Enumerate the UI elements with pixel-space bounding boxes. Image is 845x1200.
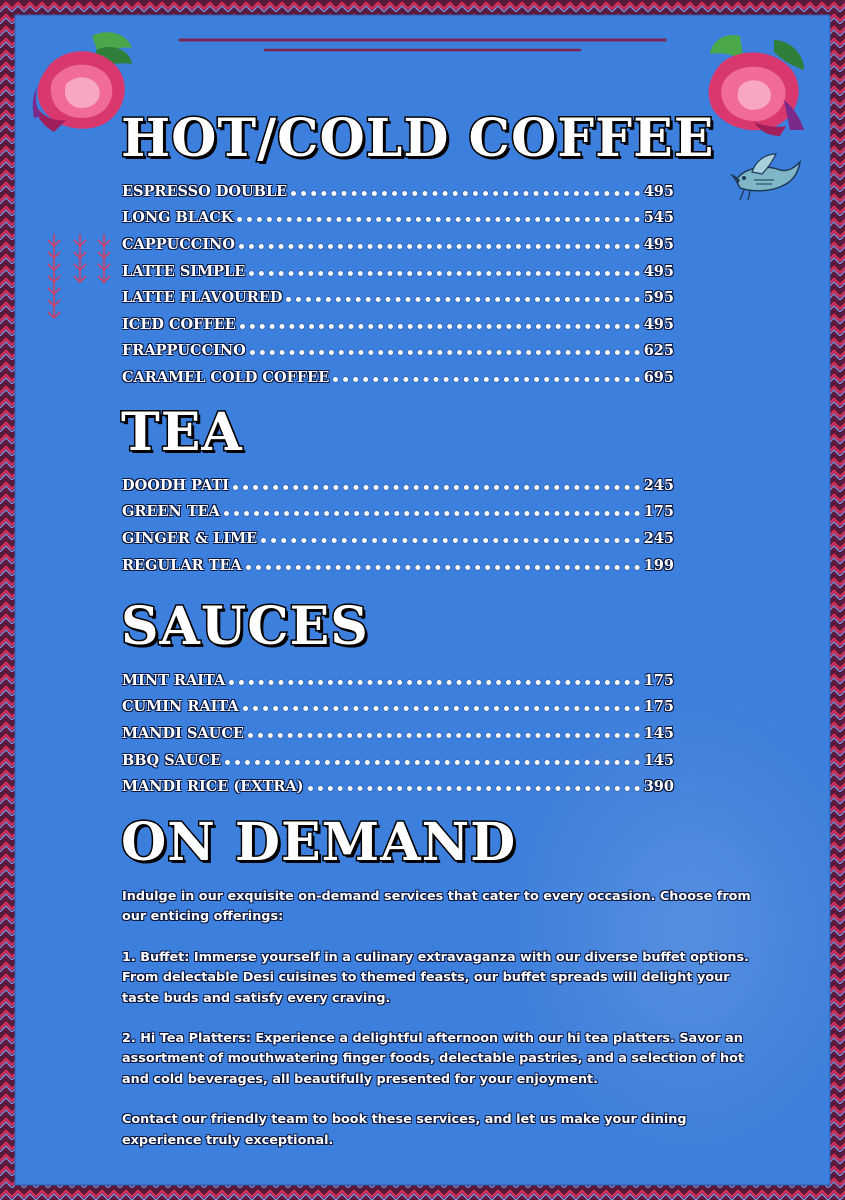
dotted-leader bbox=[237, 217, 639, 222]
coffee-menu-list bbox=[122, 178, 674, 391]
menu-item bbox=[122, 338, 674, 365]
item-name: MANDI RICE (EXTRA) bbox=[122, 778, 304, 796]
item-name: REGULAR TEA bbox=[122, 556, 242, 574]
item-name: GREEN TEA bbox=[122, 503, 220, 521]
dotted-leader bbox=[243, 706, 640, 711]
on-demand-intro: Indulge in our exquisite on-demand services that cater to every occasion. Choose from our enticing offerings: bbox=[122, 889, 751, 925]
item-name: LONG BLACK bbox=[122, 209, 234, 227]
item-name: DOODH PATI bbox=[122, 476, 230, 494]
item-price: 175 bbox=[643, 503, 674, 521]
item-name: BBQ SAUCE bbox=[122, 751, 222, 769]
item-price: 495 bbox=[643, 262, 674, 280]
dotted-leader bbox=[250, 350, 640, 355]
menu-item bbox=[122, 205, 674, 232]
dotted-leader bbox=[225, 760, 640, 765]
dotted-leader bbox=[239, 244, 640, 249]
menu-item bbox=[122, 499, 674, 526]
menu-item bbox=[122, 364, 674, 391]
sauces-menu-list bbox=[122, 667, 674, 800]
item-price: 695 bbox=[643, 368, 674, 386]
on-demand-buffet: 1. Buffet: Immerse yourself in a culinary extravaganza with our diverse buffet options. From delectable Desi cuisines to themed feasts, our buffet spreads will delight your taste buds and satisfy every craving. bbox=[122, 949, 749, 1006]
item-name: ESPRESSO DOUBLE bbox=[122, 182, 288, 200]
section-title-sauces: SAUCES bbox=[121, 596, 369, 657]
item-name: MANDI SAUCE bbox=[122, 724, 244, 742]
menu-item bbox=[122, 747, 674, 774]
section-title-coffee: HOT/COLD COFFEE bbox=[121, 108, 715, 169]
menu-item bbox=[122, 720, 674, 747]
menu-item bbox=[122, 178, 674, 205]
dotted-leader bbox=[291, 191, 640, 196]
item-price: 175 bbox=[643, 671, 674, 689]
item-price: 545 bbox=[643, 209, 674, 227]
item-price: 145 bbox=[643, 724, 674, 742]
item-name: CARAMEL COLD COFFEE bbox=[122, 368, 330, 386]
menu-item bbox=[122, 694, 674, 721]
dotted-leader bbox=[229, 680, 639, 685]
item-name: LATTE SIMPLE bbox=[122, 262, 246, 280]
dotted-leader bbox=[248, 733, 640, 738]
dotted-leader bbox=[333, 377, 639, 382]
item-price: 495 bbox=[643, 235, 674, 253]
on-demand-description bbox=[122, 887, 762, 1151]
item-price: 495 bbox=[643, 315, 674, 333]
menu-item bbox=[122, 525, 674, 552]
section-title-tea: TEA bbox=[121, 402, 243, 463]
bird-icon bbox=[730, 150, 802, 202]
item-name: CAPPUCCINO bbox=[122, 235, 235, 253]
item-name: LATTE FLAVOURED bbox=[122, 289, 283, 307]
menu-item bbox=[122, 258, 674, 285]
item-price: 495 bbox=[643, 182, 674, 200]
on-demand-contact: Contact our friendly team to book these services, and let us make your dining experience truly exceptional. bbox=[122, 1112, 687, 1148]
rose-flower-icon bbox=[704, 30, 814, 138]
dotted-leader bbox=[308, 786, 640, 791]
item-price: 175 bbox=[643, 698, 674, 716]
item-name: ICED COFFEE bbox=[122, 315, 236, 333]
item-price: 595 bbox=[643, 289, 674, 307]
tea-menu-list bbox=[122, 472, 674, 578]
item-price: 625 bbox=[643, 342, 674, 360]
item-name: GINGER & LIME bbox=[122, 529, 258, 547]
item-price: 390 bbox=[643, 778, 674, 796]
menu-item bbox=[122, 667, 674, 694]
dotted-leader bbox=[224, 511, 640, 516]
item-name: FRAPPUCCINO bbox=[122, 342, 246, 360]
on-demand-hi-tea: 2. Hi Tea Platters: Experience a delightful afternoon with our hi tea platters. Savor an assortment of mouthwatering finger foods, delectable pastries, and a selection of hot and cold beverages, all beautifully presented for your enjoyment. bbox=[122, 1031, 745, 1087]
dotted-leader bbox=[246, 565, 640, 570]
dotted-leader bbox=[286, 297, 639, 302]
menu-item bbox=[122, 311, 674, 338]
item-price: 145 bbox=[643, 751, 674, 769]
item-price: 245 bbox=[643, 529, 674, 547]
dotted-leader bbox=[240, 324, 640, 329]
section-title-on-demand: ON DEMAND bbox=[121, 812, 517, 873]
dotted-leader bbox=[233, 485, 640, 490]
menu-item bbox=[122, 231, 674, 258]
item-price: 245 bbox=[643, 476, 674, 494]
menu-item bbox=[122, 472, 674, 499]
arrow-pattern-icon bbox=[44, 232, 114, 322]
menu-item bbox=[122, 773, 674, 800]
item-name: CUMIN RAITA bbox=[122, 698, 239, 716]
item-name: MINT RAITA bbox=[122, 671, 226, 689]
item-price: 199 bbox=[643, 556, 674, 574]
menu-item bbox=[122, 552, 674, 579]
menu-item bbox=[122, 284, 674, 311]
dotted-leader bbox=[249, 271, 639, 276]
dotted-leader bbox=[261, 538, 640, 543]
